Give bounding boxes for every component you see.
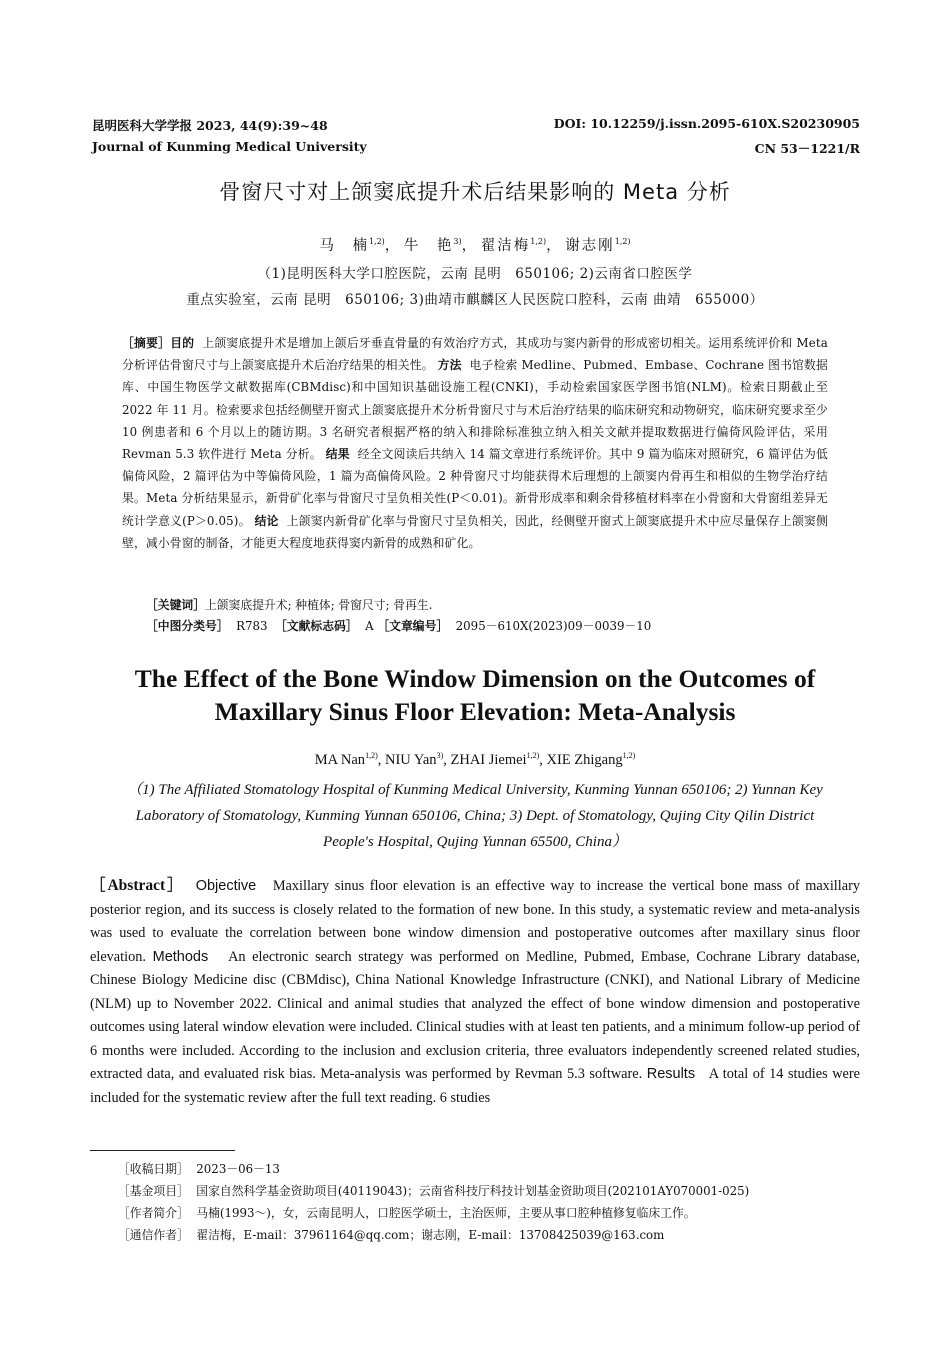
author-cn: 马 楠$^{1,2)}$， — [319, 237, 400, 254]
author-cn: 牛 艳$^{3)}$， — [403, 237, 477, 254]
authors-en — [0, 752, 950, 769]
doi: DOI: 10.12259/j.issn.2095-610X.S20230905 — [553, 116, 860, 131]
author-cn: 翟洁梅$^{1,2)}$， — [480, 237, 561, 254]
footnote-divider — [90, 1150, 235, 1151]
affiliation-en: （1) The Affiliated Stomatology Hospital of Kunming Medical University, Kunming Yunnan 650106; 2) Yunnan Key Laboratory of Stomatology, Kunming Yunnan 650106, China; 3) Dept. of Stomatology, Qujing City Qilin District People's Hospital, Qujing Yunnan 65500, China） — [127, 782, 823, 850]
abstract-en-text: An electronic search strategy was performed on Medline, Pubmed, Embase, Cochrane Library database, Chinese Biology Medicine disc (CBMdisc), China National Knowledge Infrastructure (CNKI), and National Library of Medicine (NLM) up to November 2022. Clinical and animal studies that analyzed the effect of bone window dimension and postoperative outcomes using lateral window elevation were included. Clinical studies with at least ten patients, and a minimum follow-up period of 6 months were included. According to the inclusion and exclusion criteria, three evaluators independently screened related studies, extracted data, and evaluated risk bias. Meta-analysis was performed by Revman 5.3 software. — [90, 948, 860, 1082]
author-en: MA Nan$^{1,2)}$, — [314, 751, 385, 768]
author-cn: 谢志刚$^{1,2)}$ — [565, 237, 631, 254]
author-en: NIU Yan$^{3)}$, — [384, 751, 451, 768]
footnote-author-bio: ［作者简介］ 马楠(1993～)，女，云南昆明人，口腔医学硕士，主治医师，主要从事口腔种植修复临床工作。 — [118, 1206, 696, 1220]
footnote-funding: ［基金项目］ 国家自然科学基金资助项目(40119043)；云南省科技厅科技计划基金资助项目(202101AY070001-025) — [118, 1184, 750, 1198]
classification: ［中图分类号］ R783 ［文献标志码］ A ［文章编号］ 2095－610X(2023)09－0039－10 — [146, 619, 652, 633]
abstract-cn-heading: 结论 — [254, 513, 279, 528]
keywords-cn — [146, 596, 432, 613]
cn-number: CN 53－1221/R — [754, 141, 860, 156]
journal-issue: 昆明医科大学学报 2023, 44(9):39~48 — [92, 118, 328, 133]
abstract-en-heading: Results — [646, 1066, 696, 1082]
abstract-en-label: ［Abstract］ — [90, 877, 185, 894]
title-en — [0, 662, 950, 728]
abstract-cn-label: ［摘要］ — [122, 336, 171, 350]
abstract-en-text: Maxillary sinus floor elevation is an effective way to increase the vertical bone mass of maxillary posterior region, and its success is closely related to the formation of new bone. In this study, a systematic review and meta-analysis was used to evaluate the correlation between bone window dimension and postoperative outcomes after maxillary sinus floor elevation. — [90, 878, 860, 965]
abstract-en-heading: Objective — [195, 878, 257, 894]
authors-cn — [0, 234, 950, 255]
keywords-cn-text: 上颌窦底提升术; 种植体; 骨窗尺寸; 骨再生. — [205, 598, 433, 612]
abstract-en — [90, 874, 860, 1110]
affiliation-cn-line: （1)昆明医科大学口腔医院，云南 昆明 650106; 2)云南省口腔医学 — [257, 266, 693, 282]
footnote-correspondence: ［通信作者］ 翟洁梅，E-mail：37961164@qq.com；谢志刚，E-mail：13708425039@163.com — [118, 1228, 665, 1242]
abstract-cn-text: 上颌窦内新骨矿化率与骨窗尺寸呈负相关，因此，经侧壁开窗式上颌窦底提升术中应尽量保存上颌窦侧壁，减小骨窗的制备，才能更大程度地获得窦内新骨的成熟和矿化。 — [122, 513, 828, 550]
abstract-cn-heading: 结果 — [325, 447, 350, 462]
author-en: XIE Zhigang$^{1,2)}$ — [546, 751, 636, 768]
abstract-cn-heading: 目的 — [170, 336, 195, 350]
affiliation-cn-line: 重点实验室，云南 昆明 650106; 3)曲靖市麒麟区人民医院口腔科，云南 曲靖 655000） — [186, 292, 764, 308]
author-en: ZHAI Jiemei$^{1,2)}$, — [450, 751, 547, 768]
abstract-cn-heading: 方法 — [437, 358, 462, 373]
abstract-cn-text: 上颌窦底提升术是增加上颌后牙垂直骨量的有效治疗方式，其成功与窦内新骨的形成密切相关。运用系统评价和 Meta 分析评估骨窗尺寸与上颌窦底提升术后治疗结果的相关性。 — [122, 336, 828, 373]
footnote-received: ［收稿日期］ 2023－06－13 — [118, 1162, 280, 1176]
title-en-line: Maxillary Sinus Floor Elevation: Meta-Analysis — [214, 697, 736, 726]
abstract-cn-text: 经全文阅读后共纳入 14 篇文章进行系统评价。其中 9 篇为临床对照研究，6 篇评估为低偏倚风险，2 篇评估为中等偏倚风险，1 篇为高偏倚风险。2 种骨窗尺寸均能获得术后理想的上颌窦内骨再生和相似的生物学治疗结果。Meta 分析结果显示，新骨矿化率与骨窗尺寸呈负相关性(P＜0.01)。新骨形成率和剩余骨移植材料率在小骨窗和大骨窗组差异无统计学意义(P＞0.05)。 — [122, 447, 829, 528]
abstract-en-text: A total of 14 studies were included for the systematic review after the full text reading. 6 studies — [90, 1066, 860, 1106]
journal-name-en: Journal of Kunming Medical University — [92, 139, 367, 154]
abstract-cn — [122, 332, 828, 554]
abstract-cn-text: 电子检索 Medline、Pubmed、Embase、Cochrane 图书馆数据库、中国生物医学文献数据库(CBMdisc)和中国知识基础设施工程(CNKI)，手动检索国家医学图书馆(NLM)。检索日期截止至 2022 年 11 月。检索要求包括经侧壁开窗式上颌窦底提升术分析骨窗尺寸与术后治疗结果的临床研究和动物研究，临床研究要求至少 10 例患者和 6 个月以上的随访期。3 名研究者根据严格的纳入和排除标准独立纳入相关文献并提取数据进行偏倚风险评估，采用 Revman 5.3 软件进行 Meta 分析。 — [122, 358, 828, 462]
title-en-line: The Effect of the Bone Window Dimension on the Outcomes of — [134, 664, 816, 693]
keywords-cn-label: ［关键词］ — [146, 598, 205, 612]
abstract-en-heading: Methods — [152, 948, 209, 965]
title-cn: 骨窗尺寸对上颌窦底提升术后结果影响的 Meta 分析 — [219, 180, 731, 204]
